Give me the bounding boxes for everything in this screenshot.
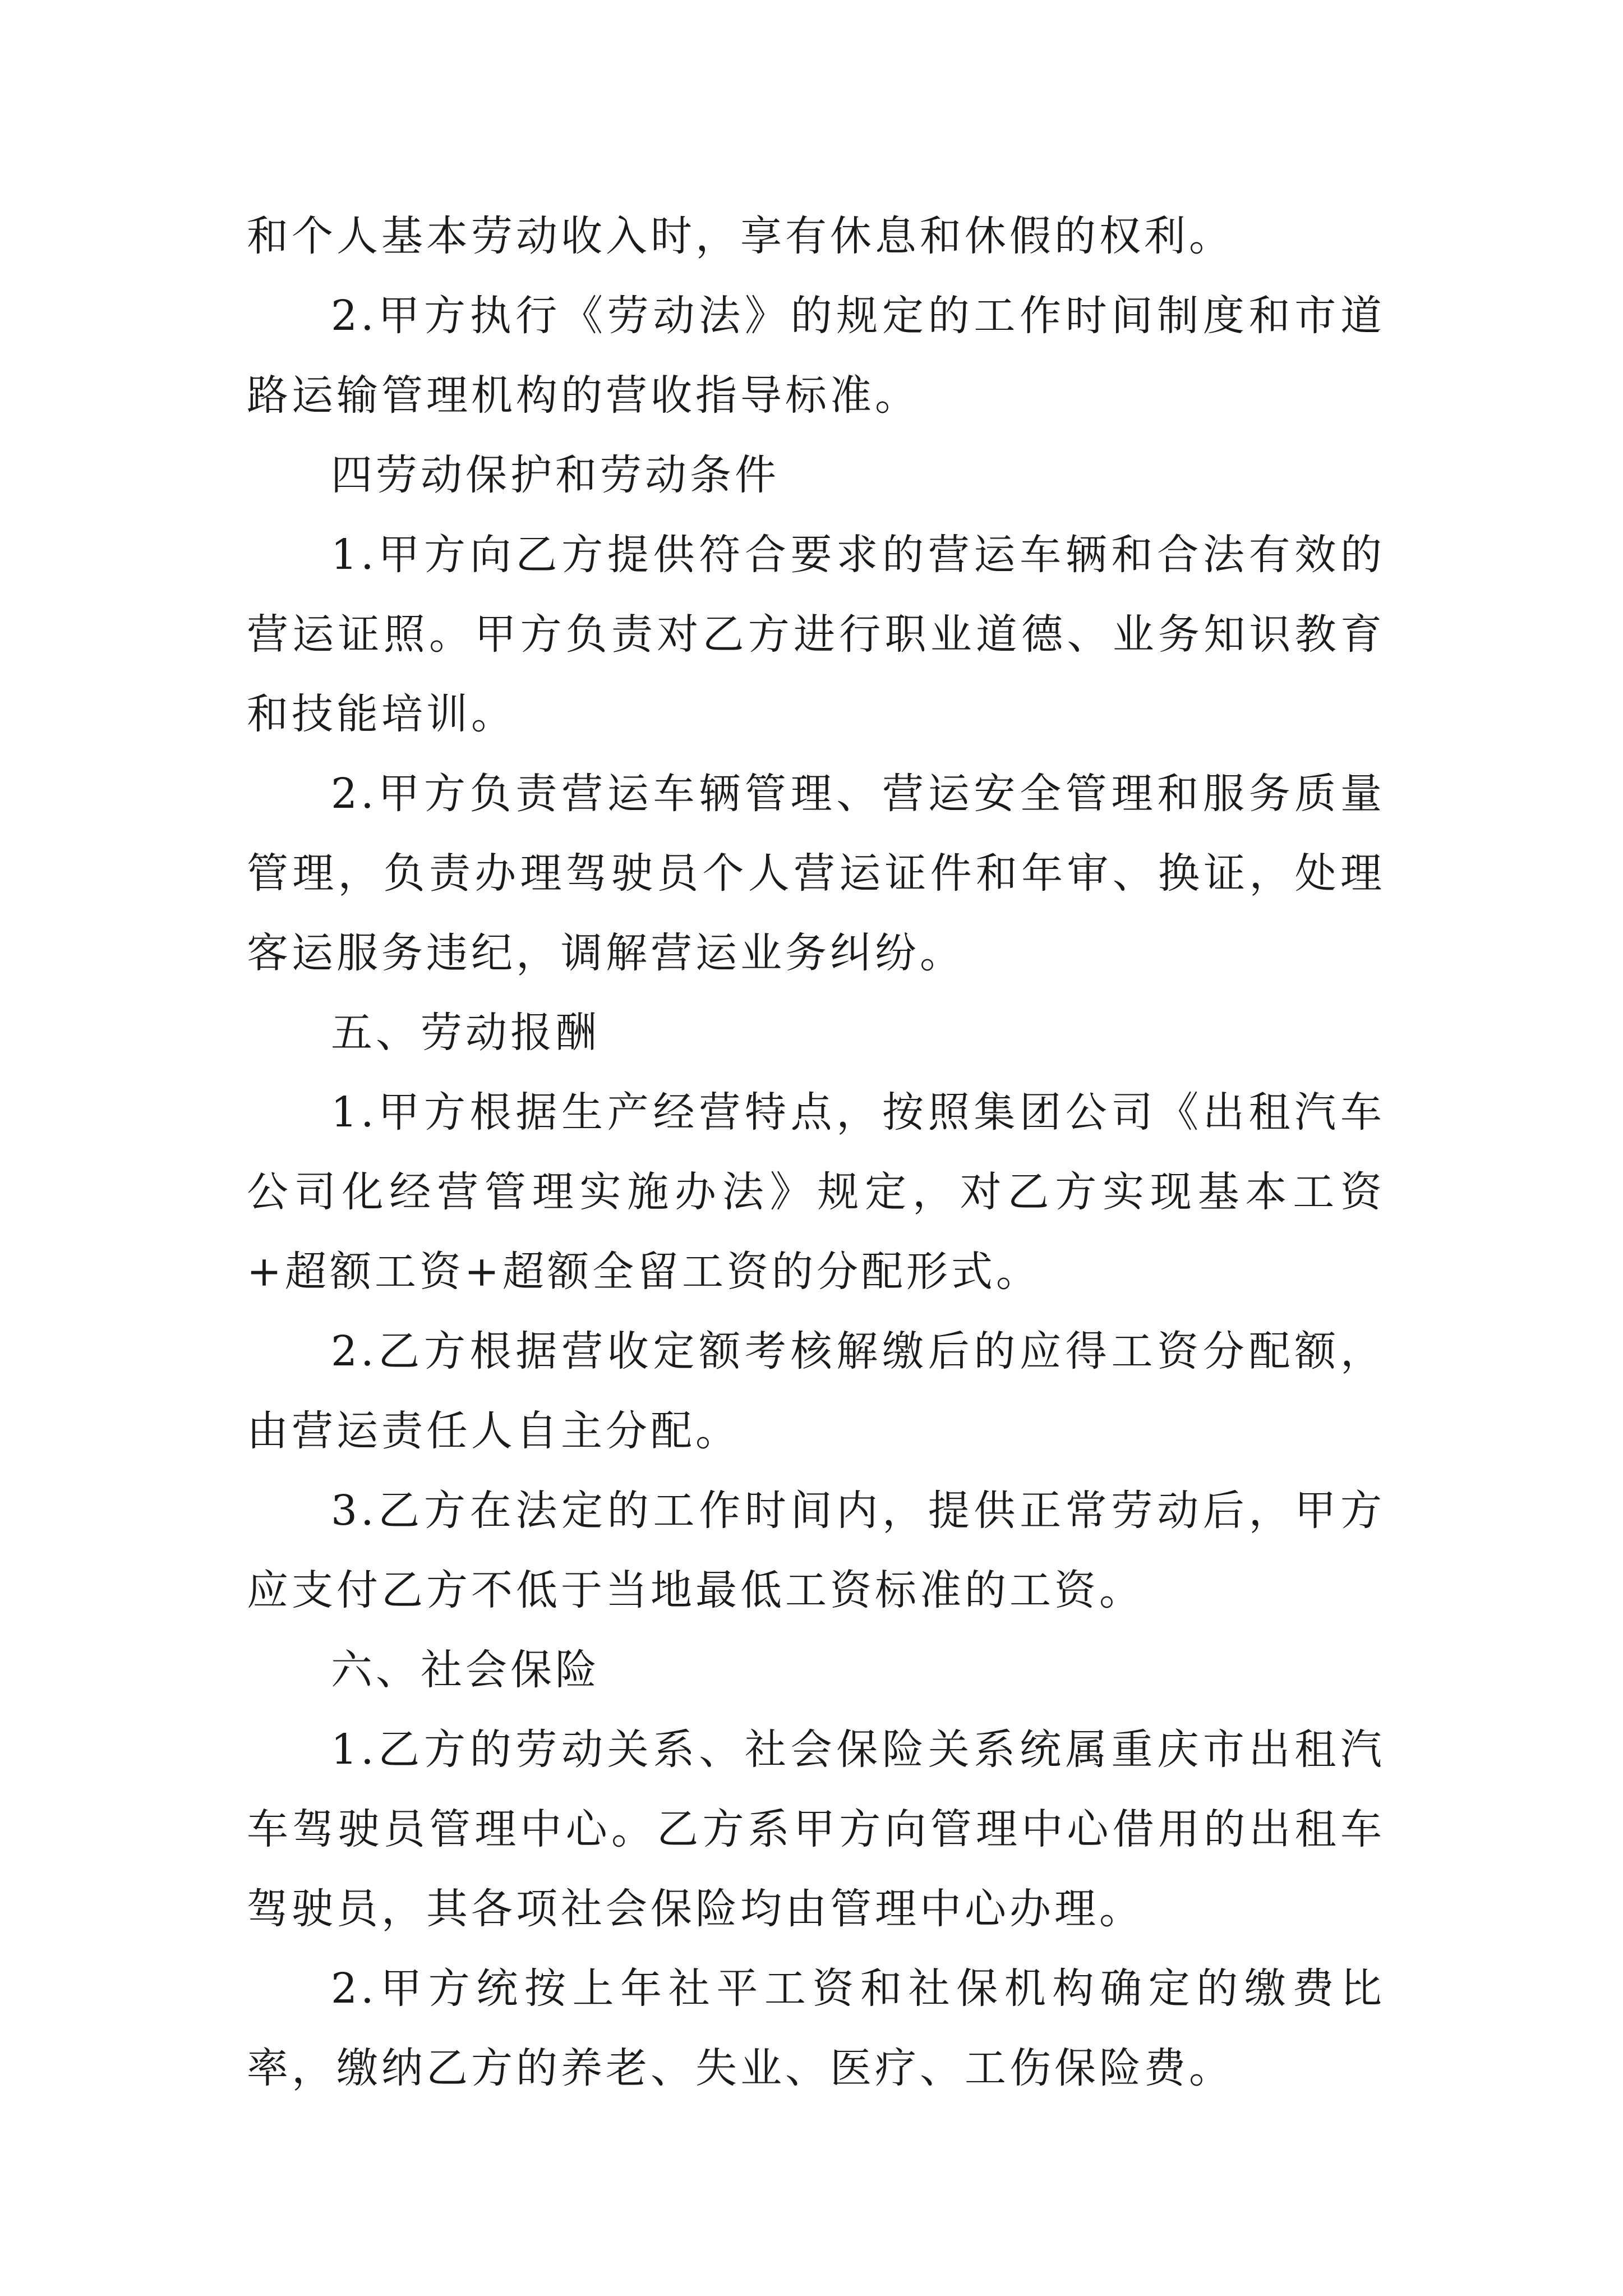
document-body: [247, 196, 1385, 2108]
paragraph-insurance-payment: 2.甲方统按上年社平工资和社保机构确定的缴费比率，缴纳乙方的养老、失业、医疗、工伤保险费。: [247, 1964, 1385, 2092]
section-heading-labor-protection: 四劳动保护和劳动条件: [331, 451, 780, 499]
section-heading-social-insurance: 六、社会保险: [331, 1646, 600, 1694]
paragraph-labor-relations: 1.乙方的劳动关系、社会保险关系统属重庆市出租汽车驾驶员管理中心。乙方系甲方向管理中心借用的出租车驾驶员，其各项社会保险均由管理中心办理。: [247, 1726, 1385, 1933]
section-heading-remuneration: 五、劳动报酬: [331, 1009, 600, 1057]
paragraph-working-time: 2.甲方执行《劳动法》的规定的工作时间制度和市道路运输管理机构的营收指导标准。: [247, 292, 1385, 420]
paragraph-wage-structure: 1.甲方根据生产经营特点，按照集团公司《出租汽车公司化经营管理实施办法》规定，对乙方实现基本工资+超额工资+超额全留工资的分配形式。: [247, 1088, 1385, 1296]
paragraph-vehicle-management: 2.甲方负责营运车辆管理、营运安全管理和服务质量管理，负责办理驾驶员个人营运证件和年审、换证，处理客运服务违纪，调解营运业务纠纷。: [247, 770, 1385, 977]
paragraph-minimum-wage: 3.乙方在法定的工作时间内，提供正常劳动后，甲方应支付乙方不低于当地最低工资标准的工资。: [247, 1487, 1385, 1614]
paragraph-wage-distribution: 2.乙方根据营收定额考核解缴后的应得工资分配额，由营运责任人自主分配。: [247, 1327, 1385, 1455]
paragraph-vehicles-training: 1.甲方向乙方提供符合要求的营运车辆和合法有效的营运证照。甲方负责对乙方进行职业道德、业务知识教育和技能培训。: [247, 531, 1385, 738]
paragraph-rest-continuation: 和个人基本劳动收入时，享有休息和休假的权利。: [247, 212, 1234, 260]
